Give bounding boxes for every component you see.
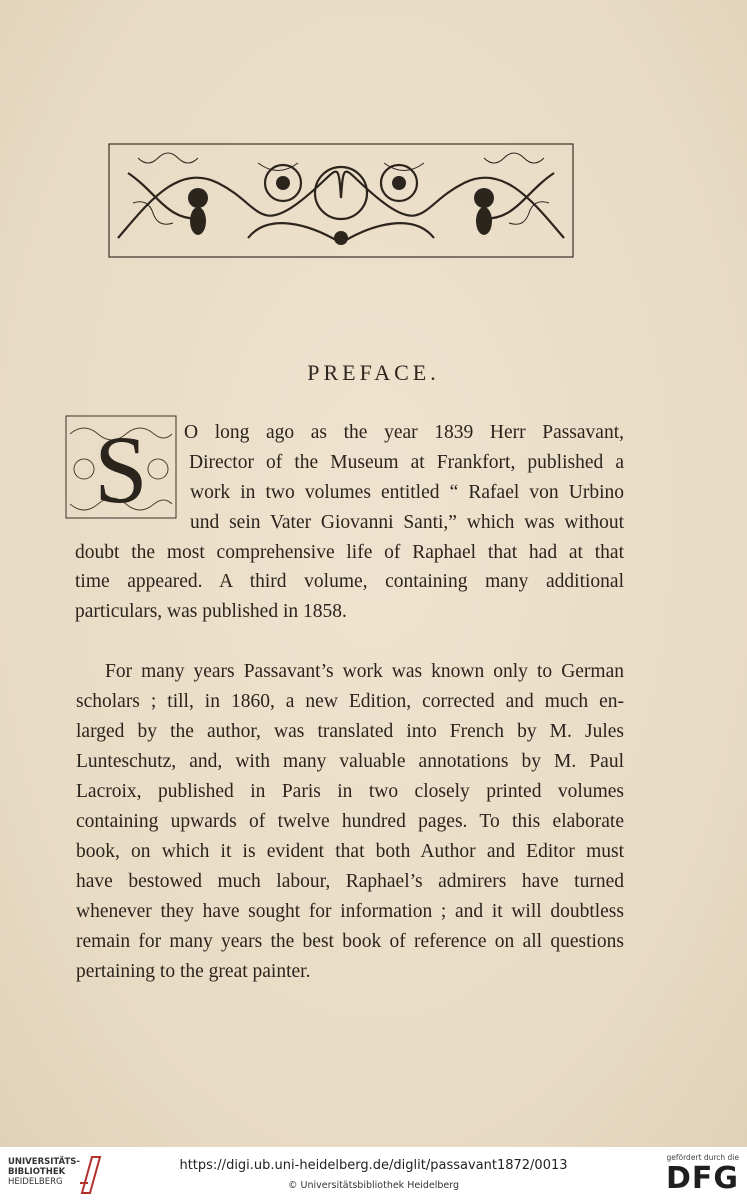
paragraph1-line-6: time appeared. A third volume, containing many additional bbox=[75, 571, 624, 592]
page-title: PREFACE. bbox=[307, 360, 440, 385]
paragraph2-line-3: larged by the author, was translated into French by M. Jules bbox=[76, 721, 624, 742]
paragraph1-line-4: und sein Vater Giovanni Santi,” which was without bbox=[190, 512, 624, 533]
paragraph2-line-5: Lacroix, published in Paris in two closely printed volumes bbox=[76, 781, 624, 802]
paragraph2-line-2: scholars ; till, in 1860, a new Edition, corrected and much en- bbox=[76, 691, 624, 712]
funding-note: gefördert durch die bbox=[666, 1153, 739, 1162]
paragraph2-line-6: containing upwards of twelve hundred pages. To this elaborate bbox=[76, 811, 624, 832]
paragraph2-line-4: Lunteschutz, and, with many valuable annotations by M. Paul bbox=[76, 751, 624, 772]
ornamental-headpiece bbox=[108, 143, 574, 258]
paragraph1-line-2: Director of the Museum at Frankfort, published a bbox=[189, 452, 624, 473]
permalink-url[interactable]: https://digi.ub.uni-heidelberg.de/diglit/passavant1872/0013 bbox=[179, 1158, 568, 1173]
copyright-notice: © Universitätsbibliothek Heidelberg bbox=[287, 1180, 459, 1191]
dfg-logo[interactable]: DFG bbox=[665, 1161, 739, 1196]
drop-cap-letter: S bbox=[94, 416, 148, 520]
paragraph1-line-3: work in two volumes entitled “ Rafael von Urbino bbox=[190, 482, 624, 503]
paragraph1-line-7: particulars, was published in 1858. bbox=[75, 601, 347, 622]
library-name-line-3: HEIDELBERG bbox=[8, 1177, 63, 1187]
paragraph2-line-7: book, on which it is evident that both Author and Editor must bbox=[76, 841, 624, 862]
library-name-line-1: UNIVERSITÄTS- bbox=[8, 1157, 80, 1167]
paragraph2-line-1: For many years Passavant’s work was known only to German bbox=[105, 661, 624, 682]
drop-cap-ornament bbox=[64, 414, 178, 520]
library-name-line-2: BIBLIOTHEK bbox=[8, 1167, 66, 1177]
paragraph1-line-1: O long ago as the year 1839 Herr Passavant, bbox=[184, 422, 624, 443]
paragraph1-line-5: doubt the most comprehensive life of Raphael that had at that bbox=[75, 542, 624, 563]
paragraph2-line-11: pertaining to the great painter. bbox=[76, 961, 311, 982]
paragraph2-line-10: remain for many years the best book of reference on all questions bbox=[76, 931, 624, 952]
paragraph2-line-9: whenever they have sought for information ; and it will doubtless bbox=[76, 901, 624, 922]
paragraph2-line-8: have bestowed much labour, Raphael’s admirers have turned bbox=[76, 871, 624, 892]
viewer-footer bbox=[0, 1147, 747, 1201]
